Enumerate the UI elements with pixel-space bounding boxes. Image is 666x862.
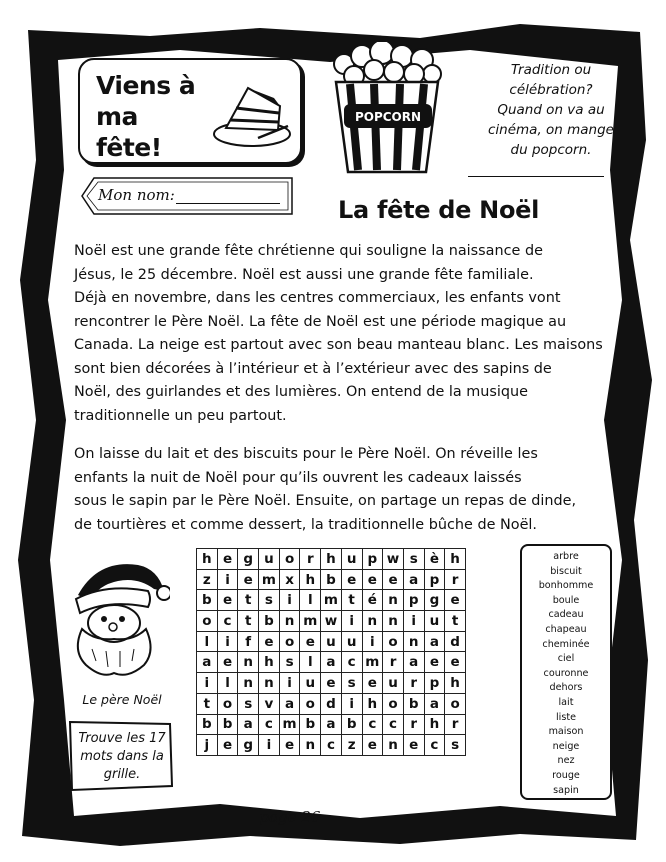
grid-cell[interactable]: a: [279, 693, 300, 714]
grid-row: [197, 569, 466, 590]
word-list-item: biscuit: [550, 565, 582, 577]
grid-row: [197, 590, 466, 611]
grid-row: [197, 673, 466, 694]
grid-cell[interactable]: s: [341, 673, 362, 694]
instruction-line: Trouve les 17: [78, 731, 166, 746]
instruction-text: [74, 730, 170, 784]
grid-cell[interactable]: e: [383, 569, 404, 590]
grid-cell[interactable]: o: [217, 693, 238, 714]
tradition-line: cinéma, on mange: [487, 122, 614, 138]
word-list-item: arbre: [553, 551, 579, 562]
word-list-item: cheminée: [542, 638, 590, 650]
popcorn-sign-text: POPCORN: [354, 110, 422, 124]
word-list-item: cadeau: [548, 609, 584, 621]
grid-cell[interactable]: z: [197, 569, 218, 590]
grid-cell[interactable]: h: [321, 549, 342, 570]
grid-cell[interactable]: z: [341, 735, 362, 756]
grid-cell[interactable]: u: [300, 673, 321, 694]
grid-cell[interactable]: c: [383, 714, 404, 735]
paragraph-1: Noël est une grande fête chrétienne qui souligne la naissance de Jésus, le 25 décembre. Noël est aussi une grande fête familiale. Déjà en novembre, dans les centres commerciaux, les enfants vont rencontrer le Père Noël. La fête de Noël est une période magique au Canada. La neige est partout avec son beau manteau blanc. Les maisons sont bien décorées à l’intérieur et à l’extérieur avec des sapins de Noël, des guirlandes et des lumières. On entend de la musique traditionnelle un peu partout.: [74, 243, 603, 424]
grid-cell[interactable]: a: [321, 714, 342, 735]
grid-cell[interactable]: g: [238, 735, 259, 756]
word-list-item: couronne: [543, 667, 589, 679]
grid-cell[interactable]: u: [321, 631, 342, 652]
tradition-line: célébration?: [509, 82, 593, 98]
grid-cell[interactable]: b: [197, 590, 218, 611]
grid-row: [197, 735, 466, 756]
grid-cell[interactable]: h: [445, 549, 466, 570]
grid-cell[interactable]: n: [238, 652, 259, 673]
grid-cell[interactable]: n: [300, 735, 321, 756]
grid-cell[interactable]: c: [321, 735, 342, 756]
grid-cell[interactable]: b: [300, 714, 321, 735]
grid-cell[interactable]: s: [238, 693, 259, 714]
grid-cell[interactable]: c: [341, 652, 362, 673]
grid-row: [197, 652, 466, 673]
grid-cell[interactable]: o: [279, 631, 300, 652]
grid-cell[interactable]: e: [362, 735, 383, 756]
party-invitation-box: [78, 58, 302, 164]
word-list-item: sapin: [553, 784, 579, 796]
grid-cell[interactable]: e: [217, 590, 238, 611]
grid-cell[interactable]: e: [217, 735, 238, 756]
grid-cell[interactable]: d: [445, 631, 466, 652]
grid-cell[interactable]: w: [321, 611, 342, 632]
grid-cell[interactable]: e: [424, 652, 445, 673]
grid-cell[interactable]: h: [300, 569, 321, 590]
grid-cell[interactable]: c: [259, 714, 280, 735]
grid-cell[interactable]: e: [445, 652, 466, 673]
word-list-item: rouge: [552, 769, 580, 781]
grid-cell[interactable]: i: [279, 590, 300, 611]
grid-cell[interactable]: h: [424, 714, 445, 735]
word-list-item: dehors: [549, 682, 583, 694]
grid-cell[interactable]: m: [300, 611, 321, 632]
grid-cell[interactable]: d: [321, 693, 342, 714]
word-list-item: maison: [548, 726, 584, 738]
grid-cell[interactable]: g: [238, 549, 259, 570]
word-list-item: ciel: [557, 653, 575, 665]
grid-cell[interactable]: t: [238, 611, 259, 632]
grid-cell[interactable]: e: [259, 631, 280, 652]
grid-cell[interactable]: a: [424, 693, 445, 714]
grid-cell[interactable]: e: [341, 569, 362, 590]
page-title: La fête de Noël: [338, 196, 540, 224]
party-title-line2: ma fête!: [96, 102, 162, 162]
word-list-item: boule: [552, 594, 580, 606]
grid-cell[interactable]: i: [341, 611, 362, 632]
grid-cell[interactable]: b: [259, 611, 280, 632]
grid-cell[interactable]: r: [445, 569, 466, 590]
grid-cell[interactable]: c: [362, 714, 383, 735]
grid-cell[interactable]: n: [383, 611, 404, 632]
grid-cell[interactable]: a: [238, 714, 259, 735]
name-field[interactable]: [176, 203, 280, 204]
grid-cell[interactable]: i: [279, 673, 300, 694]
grid-cell[interactable]: u: [424, 611, 445, 632]
santa-caption: Le père Noël: [82, 692, 162, 707]
grid-cell[interactable]: è: [424, 549, 445, 570]
grid-cell[interactable]: p: [424, 673, 445, 694]
grid-cell[interactable]: s: [279, 652, 300, 673]
grid-cell[interactable]: c: [217, 611, 238, 632]
word-list-item: bonhomme: [538, 580, 594, 592]
word-list-item: chapeau: [545, 623, 587, 635]
grid-cell[interactable]: o: [279, 549, 300, 570]
grid-cell[interactable]: n: [383, 590, 404, 611]
grid-cell[interactable]: r: [403, 714, 424, 735]
grid-row: [197, 631, 466, 652]
grid-cell[interactable]: l: [300, 590, 321, 611]
santa-icon: [58, 555, 170, 680]
grid-row: [197, 611, 466, 632]
grid-cell[interactable]: b: [403, 693, 424, 714]
grid-cell[interactable]: l: [197, 631, 218, 652]
tradition-line: du popcorn.: [510, 142, 592, 158]
grid-cell[interactable]: u: [259, 549, 280, 570]
grid-cell[interactable]: s: [403, 549, 424, 570]
grid-cell[interactable]: h: [197, 549, 218, 570]
grid-cell[interactable]: s: [445, 735, 466, 756]
grid-cell[interactable]: h: [445, 673, 466, 694]
instruction-line: grille.: [103, 767, 141, 782]
grid-cell[interactable]: l: [300, 652, 321, 673]
grid-cell[interactable]: m: [362, 652, 383, 673]
grid-cell[interactable]: b: [341, 714, 362, 735]
grid-cell[interactable]: i: [259, 735, 280, 756]
grid-cell[interactable]: e: [445, 590, 466, 611]
grid-cell[interactable]: o: [197, 611, 218, 632]
grid-cell[interactable]: e: [279, 735, 300, 756]
grid-row: [197, 549, 466, 570]
grid-cell[interactable]: i: [217, 569, 238, 590]
grid-cell[interactable]: u: [341, 549, 362, 570]
grid-cell[interactable]: p: [403, 590, 424, 611]
grid-cell[interactable]: i: [217, 631, 238, 652]
grid-cell[interactable]: v: [259, 693, 280, 714]
popcorn-icon: [328, 42, 446, 174]
grid-cell[interactable]: r: [403, 673, 424, 694]
paragraph-2: On laisse du lait et des biscuits pour le Père Noël. On réveille les enfants la nuit de Noël pour qu’ils ouvrent les cadeaux laissés sous le sapin par le Père Noël. Ensuite, on partage un repas de dinde, de tourtières et comme dessert, la traditionnelle bûche de Noël.: [74, 446, 577, 533]
grid-cell[interactable]: l: [217, 673, 238, 694]
instruction-line: mots dans la: [80, 749, 164, 764]
grid-cell[interactable]: e: [403, 735, 424, 756]
grid-cell[interactable]: o: [300, 693, 321, 714]
grid-cell[interactable]: e: [321, 673, 342, 694]
grid-cell[interactable]: o: [383, 631, 404, 652]
grid-cell[interactable]: h: [259, 652, 280, 673]
grid-cell[interactable]: i: [197, 673, 218, 694]
grid-cell[interactable]: a: [321, 652, 342, 673]
grid-cell[interactable]: e: [362, 569, 383, 590]
grid-cell[interactable]: n: [259, 673, 280, 694]
tradition-line: Tradition ou: [510, 62, 592, 78]
grid-cell[interactable]: s: [259, 590, 280, 611]
grid-cell[interactable]: b: [217, 714, 238, 735]
grid-cell[interactable]: o: [383, 693, 404, 714]
grid-cell[interactable]: m: [259, 569, 280, 590]
grid-cell[interactable]: a: [403, 652, 424, 673]
word-list: [520, 550, 612, 798]
grid-cell[interactable]: o: [445, 693, 466, 714]
grid-cell[interactable]: b: [197, 714, 218, 735]
grid-cell[interactable]: r: [445, 714, 466, 735]
grid-cell[interactable]: w: [383, 549, 404, 570]
grid-cell[interactable]: e: [217, 549, 238, 570]
grid-cell[interactable]: u: [383, 673, 404, 694]
grid-cell[interactable]: t: [445, 611, 466, 632]
word-list-item: nez: [557, 755, 575, 767]
grid-cell[interactable]: e: [238, 569, 259, 590]
grid-cell[interactable]: a: [424, 631, 445, 652]
grid-cell[interactable]: t: [341, 590, 362, 611]
grid-cell[interactable]: b: [321, 569, 342, 590]
cake-icon: [208, 76, 294, 150]
grid-cell[interactable]: x: [279, 569, 300, 590]
grid-cell[interactable]: n: [279, 611, 300, 632]
grid-cell[interactable]: u: [341, 631, 362, 652]
grid-cell[interactable]: n: [238, 673, 259, 694]
grid-cell[interactable]: e: [300, 631, 321, 652]
grid-cell[interactable]: n: [383, 735, 404, 756]
grid-cell[interactable]: j: [197, 735, 218, 756]
grid-cell[interactable]: é: [362, 590, 383, 611]
grid-cell[interactable]: i: [362, 631, 383, 652]
grid-cell[interactable]: g: [424, 590, 445, 611]
grid-cell[interactable]: f: [238, 631, 259, 652]
party-title: [96, 70, 206, 163]
grid-row: [197, 693, 466, 714]
grid-cell[interactable]: p: [424, 569, 445, 590]
tradition-note: [478, 60, 624, 160]
grid-cell[interactable]: h: [362, 693, 383, 714]
grid-cell[interactable]: n: [362, 611, 383, 632]
tradition-answer-line[interactable]: [468, 176, 604, 177]
grid-cell[interactable]: r: [383, 652, 404, 673]
grid-cell[interactable]: i: [403, 611, 424, 632]
grid-cell[interactable]: p: [362, 549, 383, 570]
word-search-grid: [196, 548, 466, 756]
grid-cell[interactable]: t: [197, 693, 218, 714]
grid-cell[interactable]: e: [217, 652, 238, 673]
grid-cell[interactable]: a: [403, 569, 424, 590]
grid-cell[interactable]: m: [321, 590, 342, 611]
name-label: Mon nom:: [98, 186, 175, 204]
grid-cell[interactable]: i: [341, 693, 362, 714]
grid-cell[interactable]: e: [362, 673, 383, 694]
grid-cell[interactable]: n: [403, 631, 424, 652]
word-list-item: liste: [556, 711, 576, 723]
grid-cell[interactable]: t: [238, 590, 259, 611]
grid-cell[interactable]: r: [300, 549, 321, 570]
party-title-line1: Viens à: [96, 71, 196, 100]
grid-cell[interactable]: c: [424, 735, 445, 756]
word-list-item: neige: [552, 740, 580, 752]
grid-cell[interactable]: m: [279, 714, 300, 735]
grid-row: [197, 714, 466, 735]
grid-cell[interactable]: a: [197, 652, 218, 673]
word-list-item: lait: [558, 696, 574, 708]
tradition-line: Quand on va au: [497, 102, 605, 118]
page-number: page 26: [259, 808, 321, 826]
